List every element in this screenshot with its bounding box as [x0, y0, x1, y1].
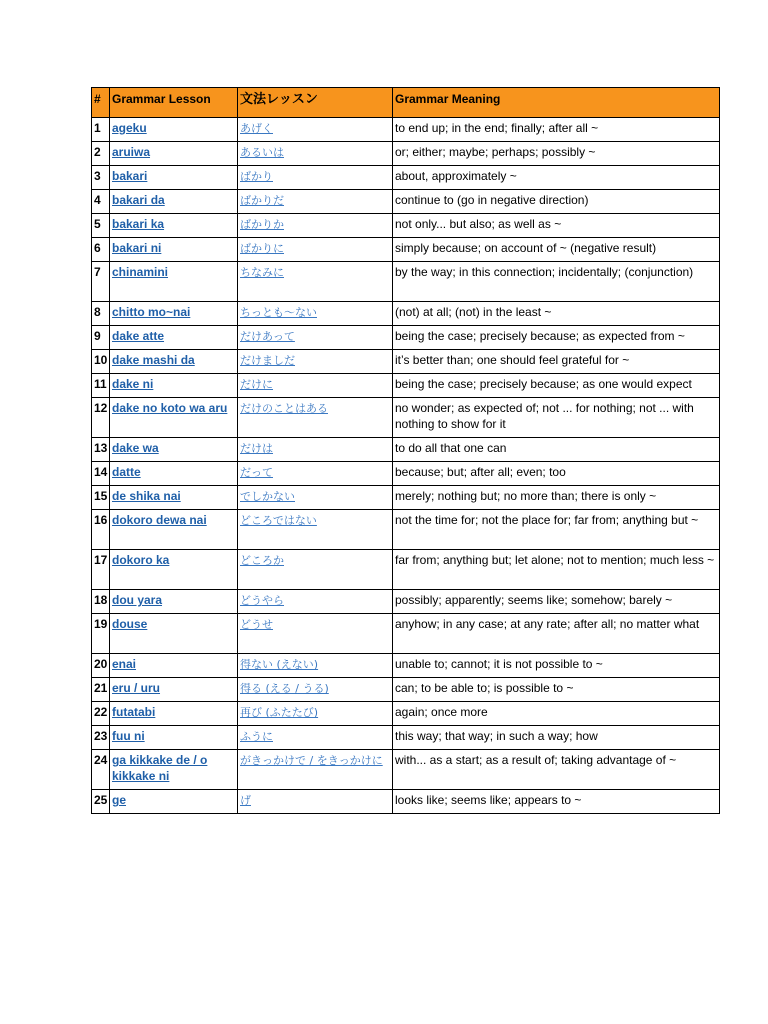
lesson-cell	[110, 750, 238, 790]
meaning-cell: unable to; cannot; it is not possible to ~	[393, 654, 720, 678]
meaning-cell: again; once more	[393, 702, 720, 726]
row-number: 22	[92, 702, 110, 726]
lesson-link[interactable]: chinamini	[112, 265, 169, 279]
lesson-cell	[110, 350, 238, 374]
japanese-link[interactable]: あるいは	[240, 146, 284, 159]
lesson-link[interactable]: ageku	[112, 121, 147, 135]
japanese-cell	[238, 438, 393, 462]
meaning-cell: it’s better than; one should feel grateful for ~	[393, 350, 720, 374]
table-row	[92, 462, 720, 486]
lesson-cell	[110, 142, 238, 166]
japanese-link[interactable]: だけのことはある	[240, 402, 328, 415]
lesson-cell	[110, 726, 238, 750]
japanese-link[interactable]: どうやら	[240, 594, 284, 607]
japanese-link[interactable]: あげく	[240, 122, 273, 135]
japanese-cell	[238, 750, 393, 790]
grammar-table	[91, 87, 720, 814]
lesson-cell	[110, 462, 238, 486]
meaning-cell: to do all that one can	[393, 438, 720, 462]
lesson-link[interactable]: dokoro ka	[112, 553, 170, 567]
row-number: 19	[92, 614, 110, 654]
lesson-cell	[110, 214, 238, 238]
row-number: 8	[92, 302, 110, 326]
header-number: #	[92, 88, 110, 118]
japanese-link[interactable]: ちなみに	[240, 266, 284, 279]
lesson-cell	[110, 302, 238, 326]
japanese-cell	[238, 374, 393, 398]
lesson-cell	[110, 438, 238, 462]
row-number: 11	[92, 374, 110, 398]
header-japanese: 文法レッスン	[238, 88, 393, 118]
lesson-link[interactable]: bakari	[112, 169, 148, 183]
japanese-cell	[238, 142, 393, 166]
lesson-cell	[110, 550, 238, 590]
row-number: 5	[92, 214, 110, 238]
japanese-link[interactable]: ばかりに	[240, 242, 284, 255]
header-grammar-lesson: Grammar Lesson	[110, 88, 238, 118]
meaning-cell: (not) at all; (not) in the least ~	[393, 302, 720, 326]
table-row	[92, 510, 720, 550]
meaning-cell: no wonder; as expected of; not ... for nothing; not ... with nothing to show for it	[393, 398, 720, 438]
japanese-link[interactable]: でしかない	[240, 490, 295, 503]
lesson-link[interactable]: douse	[112, 617, 148, 631]
japanese-link[interactable]: だけあって	[240, 330, 295, 343]
lesson-cell	[110, 190, 238, 214]
table-row	[92, 398, 720, 438]
meaning-cell: being the case; precisely because; as one would expect	[393, 374, 720, 398]
lesson-link[interactable]: dake wa	[112, 441, 159, 455]
meaning-cell: merely; nothing but; no more than; there is only ~	[393, 486, 720, 510]
row-number: 15	[92, 486, 110, 510]
lesson-cell	[110, 678, 238, 702]
japanese-cell	[238, 614, 393, 654]
japanese-link[interactable]: どうせ	[240, 618, 273, 631]
lesson-cell	[110, 398, 238, 438]
japanese-link[interactable]: だけに	[240, 378, 273, 391]
lesson-link[interactable]: eru / uru	[112, 681, 161, 695]
japanese-link[interactable]: がきっかけで / をきっかけに	[240, 754, 383, 767]
table-row	[92, 590, 720, 614]
table-row	[92, 750, 720, 790]
lesson-link[interactable]: ga kikkake de / o kikkake ni	[112, 753, 208, 783]
row-number: 6	[92, 238, 110, 262]
japanese-cell	[238, 214, 393, 238]
lesson-cell	[110, 262, 238, 302]
meaning-cell: being the case; precisely because; as expected from ~	[393, 326, 720, 350]
lesson-cell	[110, 118, 238, 142]
table-row	[92, 438, 720, 462]
japanese-cell	[238, 118, 393, 142]
table-row	[92, 238, 720, 262]
meaning-cell: about, approximately ~	[393, 166, 720, 190]
row-number: 9	[92, 326, 110, 350]
japanese-cell	[238, 398, 393, 438]
meaning-cell: with... as a start; as a result of; taking advantage of ~	[393, 750, 720, 790]
japanese-link[interactable]: げ	[240, 794, 251, 807]
meaning-cell: far from; anything but; let alone; not to mention; much less ~	[393, 550, 720, 590]
lesson-link[interactable]: dake atte	[112, 329, 165, 343]
table-row	[92, 678, 720, 702]
row-number: 18	[92, 590, 110, 614]
lesson-link[interactable]: dake ni	[112, 377, 154, 391]
meaning-cell: not the time for; not the place for; far from; anything but ~	[393, 510, 720, 550]
japanese-cell	[238, 726, 393, 750]
lesson-link[interactable]: dokoro dewa nai	[112, 513, 207, 527]
japanese-cell	[238, 190, 393, 214]
japanese-cell	[238, 510, 393, 550]
lesson-cell	[110, 654, 238, 678]
meaning-cell: or; either; maybe; perhaps; possibly ~	[393, 142, 720, 166]
row-number: 23	[92, 726, 110, 750]
row-number: 21	[92, 678, 110, 702]
row-number: 16	[92, 510, 110, 550]
japanese-link[interactable]: ばかり	[240, 170, 273, 183]
japanese-link[interactable]: どころではない	[240, 514, 317, 527]
lesson-link[interactable]: enai	[112, 657, 137, 671]
japanese-cell	[238, 166, 393, 190]
japanese-link[interactable]: ちっとも〜ない	[240, 306, 317, 319]
row-number: 13	[92, 438, 110, 462]
table-row	[92, 350, 720, 374]
meaning-cell: looks like; seems like; appears to ~	[393, 790, 720, 814]
row-number: 17	[92, 550, 110, 590]
meaning-cell: this way; that way; in such a way; how	[393, 726, 720, 750]
table-row	[92, 790, 720, 814]
table-row	[92, 486, 720, 510]
lesson-cell	[110, 790, 238, 814]
table-row	[92, 214, 720, 238]
table-row	[92, 326, 720, 350]
lesson-link[interactable]: dake no koto wa aru	[112, 401, 228, 415]
row-number: 25	[92, 790, 110, 814]
meaning-cell: anyhow; in any case; at any rate; after all; no matter what	[393, 614, 720, 654]
japanese-link[interactable]: だけましだ	[240, 354, 295, 367]
japanese-cell	[238, 678, 393, 702]
lesson-link[interactable]: fuu ni	[112, 729, 145, 743]
lesson-cell	[110, 486, 238, 510]
japanese-cell	[238, 326, 393, 350]
lesson-cell	[110, 326, 238, 350]
japanese-link[interactable]: だって	[240, 466, 273, 479]
meaning-cell: simply because; on account of ~ (negative result)	[393, 238, 720, 262]
japanese-cell	[238, 550, 393, 590]
japanese-link[interactable]: どころか	[240, 554, 284, 567]
table-row	[92, 190, 720, 214]
lesson-cell	[110, 238, 238, 262]
row-number: 1	[92, 118, 110, 142]
japanese-cell	[238, 238, 393, 262]
lesson-cell	[110, 702, 238, 726]
lesson-link[interactable]: aruiwa	[112, 145, 151, 159]
lesson-cell	[110, 614, 238, 654]
japanese-cell	[238, 302, 393, 326]
lesson-link[interactable]: bakari ni	[112, 241, 162, 255]
lesson-link[interactable]: bakari ka	[112, 217, 165, 231]
table-row	[92, 166, 720, 190]
row-number: 4	[92, 190, 110, 214]
japanese-link[interactable]: 得ない (えない)	[240, 658, 319, 671]
header-grammar-meaning: Grammar Meaning	[393, 88, 720, 118]
japanese-link[interactable]: 得る (える / うる)	[240, 682, 329, 695]
lesson-cell	[110, 166, 238, 190]
row-number: 7	[92, 262, 110, 302]
table-row	[92, 614, 720, 654]
row-number: 20	[92, 654, 110, 678]
japanese-cell	[238, 262, 393, 302]
row-number: 3	[92, 166, 110, 190]
meaning-cell: possibly; apparently; seems like; somehow; barely ~	[393, 590, 720, 614]
lesson-link[interactable]: bakari da	[112, 193, 165, 207]
japanese-link[interactable]: だけは	[240, 442, 273, 455]
lesson-link[interactable]: futatabi	[112, 705, 156, 719]
row-number: 10	[92, 350, 110, 374]
japanese-cell	[238, 350, 393, 374]
table-row	[92, 142, 720, 166]
lesson-link[interactable]: dou yara	[112, 593, 163, 607]
lesson-cell	[110, 510, 238, 550]
lesson-cell	[110, 374, 238, 398]
table-header-row	[92, 88, 720, 118]
japanese-cell	[238, 462, 393, 486]
lesson-link[interactable]: datte	[112, 465, 141, 479]
japanese-link[interactable]: ばかりだ	[240, 194, 284, 207]
japanese-cell	[238, 790, 393, 814]
table-row	[92, 118, 720, 142]
table-row	[92, 654, 720, 678]
table-body	[92, 118, 720, 814]
japanese-cell	[238, 654, 393, 678]
meaning-cell: not only... but also; as well as ~	[393, 214, 720, 238]
table-row	[92, 550, 720, 590]
lesson-link[interactable]: de shika nai	[112, 489, 181, 503]
table-row	[92, 374, 720, 398]
table-row	[92, 726, 720, 750]
japanese-cell	[238, 702, 393, 726]
table-row	[92, 262, 720, 302]
table-row	[92, 702, 720, 726]
japanese-link[interactable]: 再び (ふたたび)	[240, 706, 319, 719]
meaning-cell: can; to be able to; is possible to ~	[393, 678, 720, 702]
meaning-cell: because; but; after all; even; too	[393, 462, 720, 486]
meaning-cell: by the way; in this connection; incidentally; (conjunction)	[393, 262, 720, 302]
row-number: 12	[92, 398, 110, 438]
japanese-cell	[238, 486, 393, 510]
japanese-link[interactable]: ふうに	[240, 730, 273, 743]
japanese-link[interactable]: ばかりか	[240, 218, 284, 231]
lesson-cell	[110, 590, 238, 614]
table-row	[92, 302, 720, 326]
row-number: 24	[92, 750, 110, 790]
meaning-cell: to end up; in the end; finally; after all ~	[393, 118, 720, 142]
row-number: 14	[92, 462, 110, 486]
japanese-cell	[238, 590, 393, 614]
meaning-cell: continue to (go in negative direction)	[393, 190, 720, 214]
lesson-link[interactable]: ge	[112, 793, 127, 807]
row-number: 2	[92, 142, 110, 166]
lesson-link[interactable]: dake mashi da	[112, 353, 195, 367]
lesson-link[interactable]: chitto mo~nai	[112, 305, 191, 319]
